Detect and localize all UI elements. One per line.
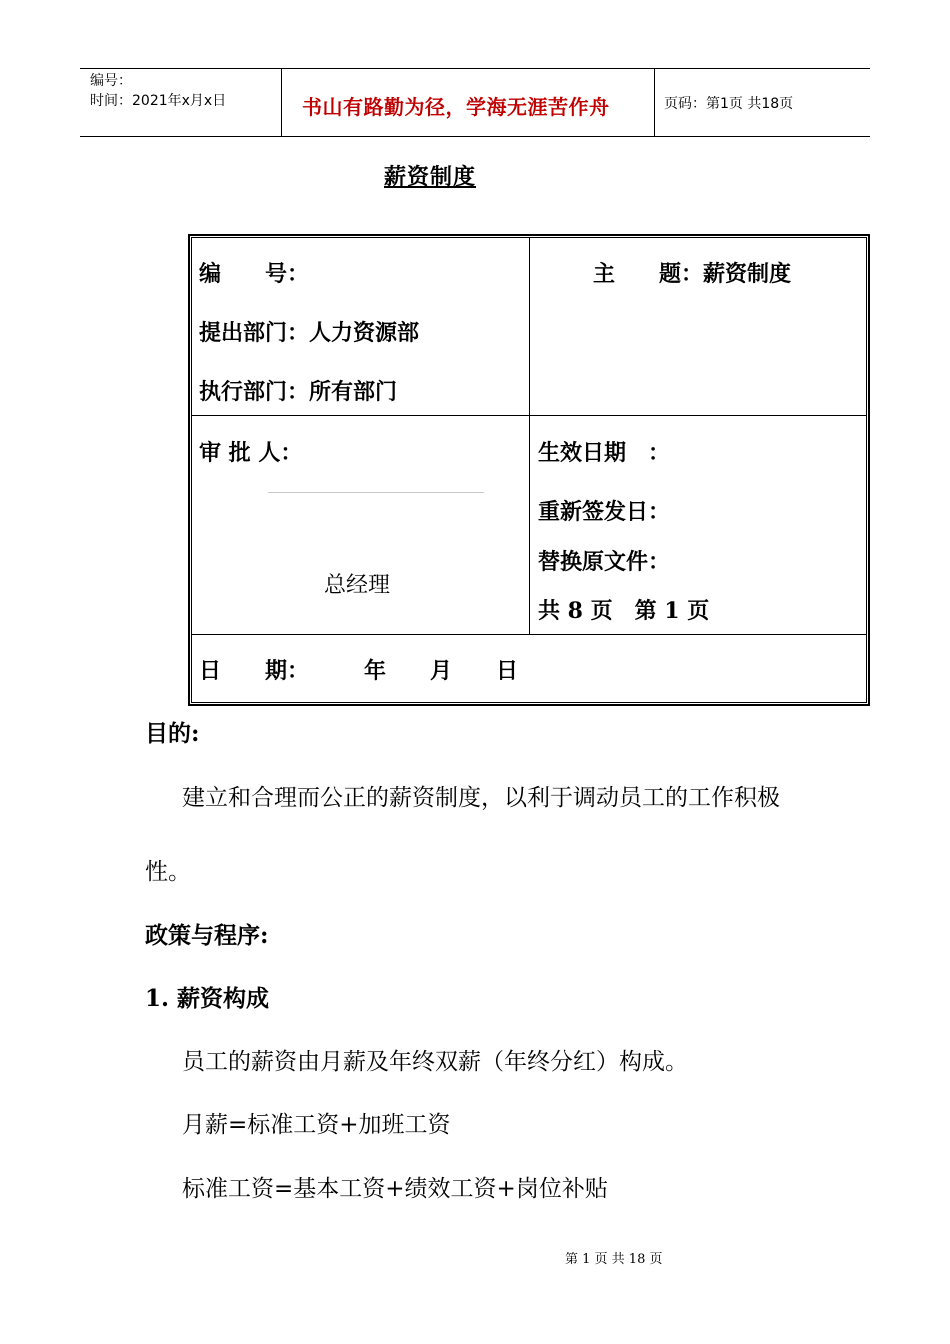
info-approver-label: 审 批 人： xyxy=(199,440,303,466)
section-1-paragraph-1: 员工的薪资由月薪及年终双薪（年终分红）构成。 xyxy=(182,1049,688,1075)
info-executing-dept: 执行部门：所有部门 xyxy=(199,379,398,405)
section-1-heading: 1. 薪资构成 xyxy=(145,985,270,1012)
header-number-label: 编号： xyxy=(90,73,132,89)
info-number-field: 编 号： xyxy=(199,261,310,287)
approver-signature-line xyxy=(268,492,484,493)
header-bottom-rule xyxy=(80,136,870,137)
header-page-info: 页码：第1页 共18页 xyxy=(664,96,794,112)
section-1-paragraph-3: 标准工资=基本工资+绩效工资+岗位补贴 xyxy=(182,1176,608,1202)
header-time-label: 时间：2021年x月x日 xyxy=(90,93,227,109)
page-footer: 第 1 页 共 18 页 xyxy=(565,1252,663,1267)
header-divider-right xyxy=(654,68,655,136)
info-approver-title: 总经理 xyxy=(324,573,391,598)
info-subject: 主 题：薪资制度 xyxy=(593,261,792,287)
policy-heading: 政策与程序: xyxy=(145,922,269,949)
info-proposing-dept: 提出部门：人力资源部 xyxy=(199,320,420,346)
info-table-row-divider-1 xyxy=(191,415,867,416)
purpose-line-2: 性。 xyxy=(145,859,191,885)
document-title: 薪资制度 xyxy=(384,164,477,190)
purpose-heading: 目的: xyxy=(145,720,200,747)
info-page-count: 共 8 页 第 1 页 xyxy=(538,598,710,624)
header-motto: 书山有路勤为径，学海无涯苦作舟 xyxy=(302,95,610,119)
header-divider-left xyxy=(281,68,282,136)
section-1-paragraph-2: 月薪=标准工资+加班工资 xyxy=(182,1112,451,1138)
header-top-rule xyxy=(80,68,870,69)
info-table-column-divider xyxy=(529,237,530,634)
purpose-line-1: 建立和合理而公正的薪资制度，以利于调动员工的工作积极 xyxy=(182,785,780,811)
info-replaced-file: 替换原文件： xyxy=(538,549,671,575)
info-date-row: 日 期： 年 月 日 xyxy=(199,658,519,684)
info-reissue-date: 重新签发日： xyxy=(538,499,671,525)
info-effective-date: 生效日期 ： xyxy=(538,440,671,466)
info-table-row-divider-2 xyxy=(191,634,867,635)
